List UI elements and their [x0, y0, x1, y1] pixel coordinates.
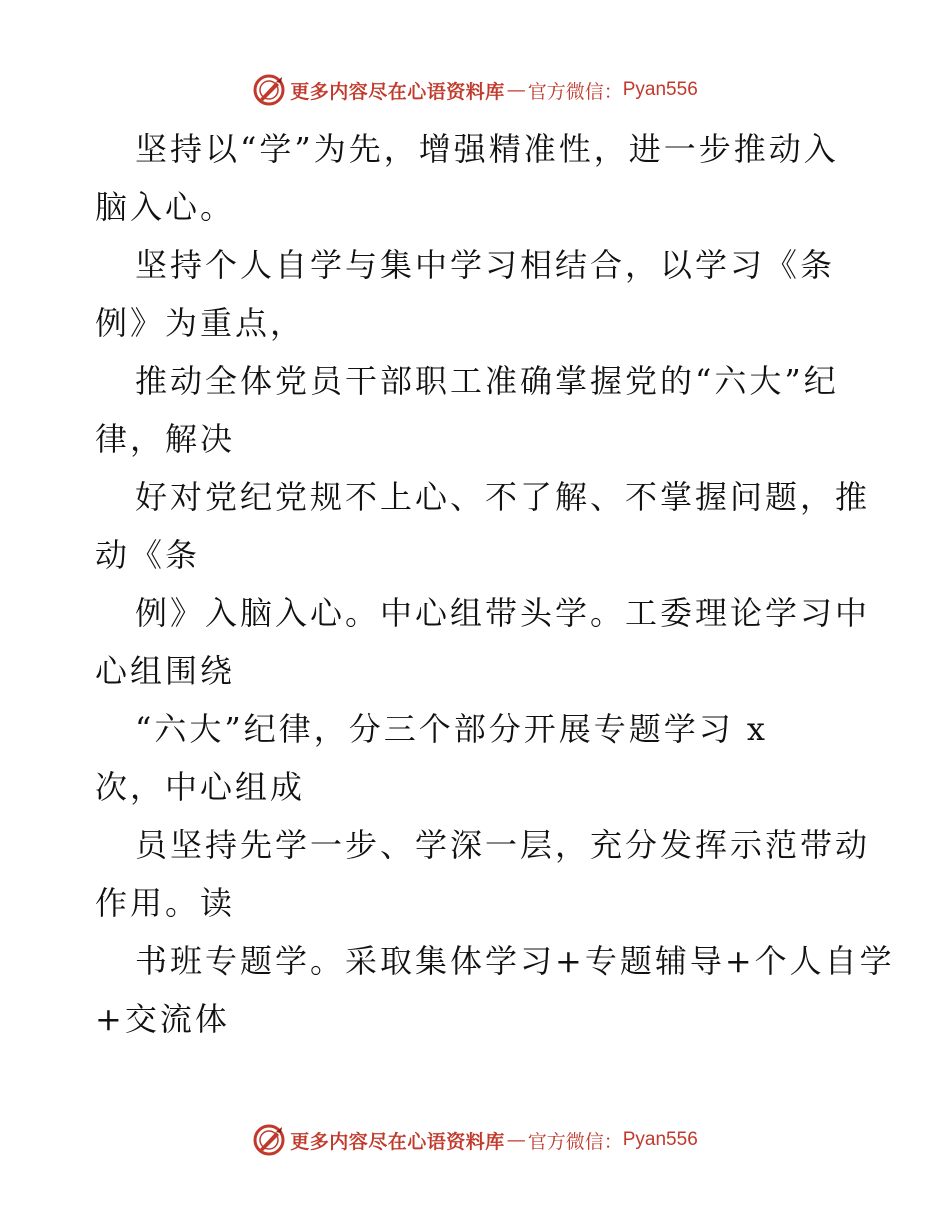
header-watermark [0, 70, 950, 110]
text-line: 书班专题学。采取集体学习+专题辅导+个人自学 [135, 942, 895, 980]
text-line: 动《条 [95, 536, 201, 574]
text-line: 次，中心组成 [95, 768, 306, 806]
site-name: 更多内容尽在心语资料库 [290, 80, 505, 103]
separator: — [506, 79, 526, 101]
text-line: 律，解决 [95, 420, 236, 458]
text-line: 脑入心。 [95, 188, 236, 226]
quill-logo-icon [252, 73, 286, 107]
text-line: 推动全体党员干部职工准确掌握党的“六大”纪 [135, 362, 839, 400]
wechat-id: Pyan556 [622, 1129, 698, 1150]
site-name: 更多内容尽在心语资料库 [290, 1130, 505, 1153]
text-line: 心组围绕 [95, 652, 236, 690]
text-line: 好对党纪党规不上心、不了解、不掌握问题，推 [135, 478, 871, 516]
footer-watermark [0, 1120, 950, 1160]
quill-logo-icon [252, 1123, 286, 1157]
text-line: 坚持个人自学与集中学习相结合，以学习《条 [135, 246, 836, 284]
wechat-label: 官方微信： [527, 80, 623, 103]
document-body [95, 120, 895, 1048]
text-line: 例》为重点， [95, 304, 306, 342]
wechat-label: 官方微信： [527, 1130, 623, 1153]
text-line: “六大”纪律，分三个部分开展专题学习 x [135, 710, 768, 748]
text-line: 作用。读 [95, 884, 236, 922]
text-line: +交流体 [95, 1000, 230, 1038]
wechat-id: Pyan556 [622, 79, 698, 100]
text-line: 坚持以“学”为先，增强精准性，进一步推动入 [135, 130, 839, 168]
text-line: 员坚持先学一步、学深一层，充分发挥示范带动 [135, 826, 871, 864]
separator: — [506, 1129, 526, 1151]
text-line: 例》入脑入心。中心组带头学。工委理论学习中 [135, 594, 871, 632]
